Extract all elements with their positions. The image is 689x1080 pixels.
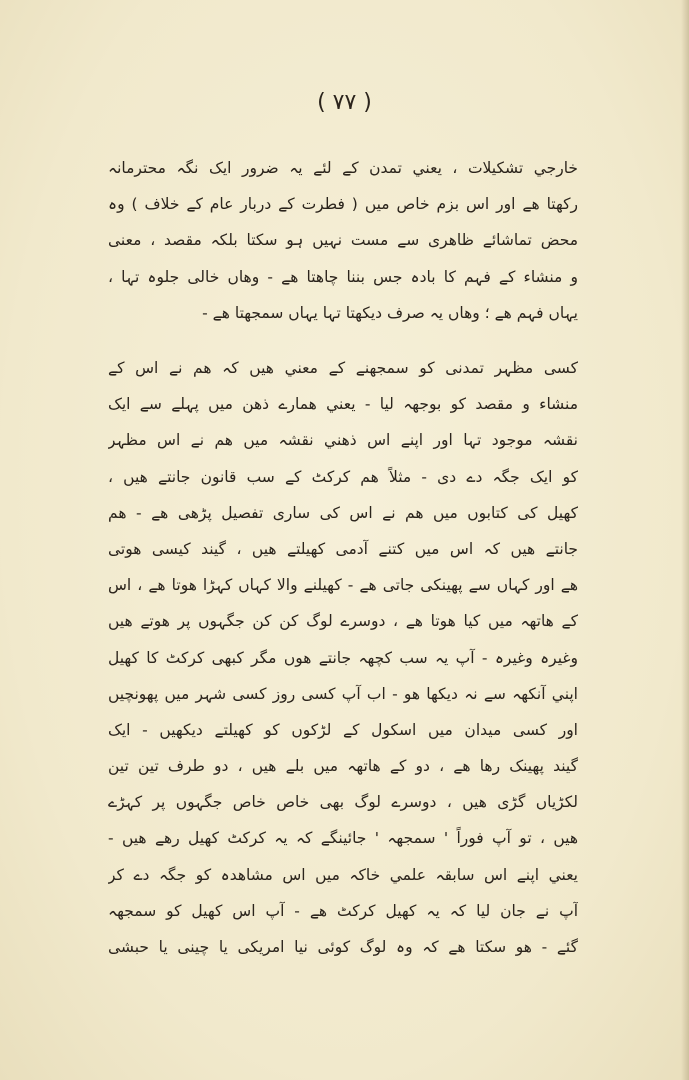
text-line: وغيرہ وغيرہ - آپ يہ سب کچهہ جانتے هوں مگر کبهی کرکٹ کا کهيل: [108, 648, 578, 667]
text-line: هيں ، تو آپ فوراً ' سمجهہ ' جائينگے کہ يہ کرکٹ کهيل رهے هيں -: [108, 829, 578, 848]
paragraph-2: [108, 350, 578, 965]
text-line: رکھتا ھے اور اس بزم خاص ميں ( فطرت کے دربار عام کے خلاف ) وہ: [108, 195, 578, 214]
text-line: نقشہ موجود تہا اور اپنے اس ذهني نقشہ ميں هم نے اس مظہر: [108, 431, 578, 450]
text-line: جانتے هيں کہ اس ميں کتنے آدمی کهيلتے هيں ، گيند کيسی هوتی: [108, 539, 578, 558]
text-line: آپ نے جان ليا کہ يہ کهيل کرکٹ ھے - آپ اس کهيل کو سمجهہ: [108, 901, 578, 920]
text-line: اپني آنکهہ سے نہ ديکها هو - اب آپ کسی روز کسی شہر ميں پهونچيں: [108, 684, 578, 703]
text-line: منشاء و مقصد کو بوجھہ ليا - يعني همارے ذهن ميں پہلے سے ايک: [108, 395, 578, 414]
text-line: و منشاء کے فہم کا بادہ جس بننا چاهتا ھے - وهاں خالی جلوہ تہا ،: [108, 267, 578, 286]
text-line: اور کسی ميدان ميں اسکول کے لڑکوں کو کهيلتے ديکهيں - ايک: [108, 720, 578, 739]
text-line: کو ايک جگہ دے دی - مثلاً هم کرکٹ کے سب قانون جانتے هيں ،: [108, 467, 578, 486]
text-line: کهيل کی کتابوں ميں هم نے اس کی ساری تفصيل پڑهی ھے - هم: [108, 503, 578, 522]
text-line: ھے اور کہاں سے پهينکی جاتی ھے - کهيلنے والا کہاں کہڑا هوتا ھے ، اس: [108, 576, 578, 595]
text-line: محض تماشائے ظاهری سے مست نہيں ہو سکتا بلکہ مقصد ، معنی: [108, 231, 578, 250]
page-edge-shadow: [681, 0, 689, 1080]
text-line: لکڑياں گڑی هيں ، دوسرے لوگ بهی خاص خاص جگہوں پر کہڑے: [108, 793, 578, 812]
paragraph-1: [108, 150, 578, 331]
text-line: گيند پهينک رها ھے ، دو کے هاتهہ ميں بلے هيں ، دو طرف تين تين: [108, 757, 578, 776]
text-line: کسی مظہر تمدنی کو سمجھنے کے معني هيں کہ هم نے اس کے: [108, 359, 578, 377]
text-line: کے هاتهہ ميں کيا هوتا ھے ، دوسرے لوگ کن کن جگہوں پر هوتے هيں: [108, 612, 578, 631]
text-line: يعني اپنے اس سابقہ علمي خاکہ ميں اس مشاهدہ کو جگہ دے کر: [108, 865, 578, 884]
page-number: ( ۷۷ ): [317, 90, 372, 115]
text-line: يہاں فہم ھے ؛ وهاں يہ صرف ديکھتا تہا يہاں سمجھتا ھے -: [202, 303, 578, 322]
text-line: گئے - هو سکتا ھے کہ وہ لوگ کوئی نيا امريکی يا چينی يا حبشی: [108, 938, 578, 956]
text-line: خارجي تشکيلات ، يعني تمدن کے لئے يہ ضرور ايک نگہ محترمانہ: [108, 159, 578, 177]
